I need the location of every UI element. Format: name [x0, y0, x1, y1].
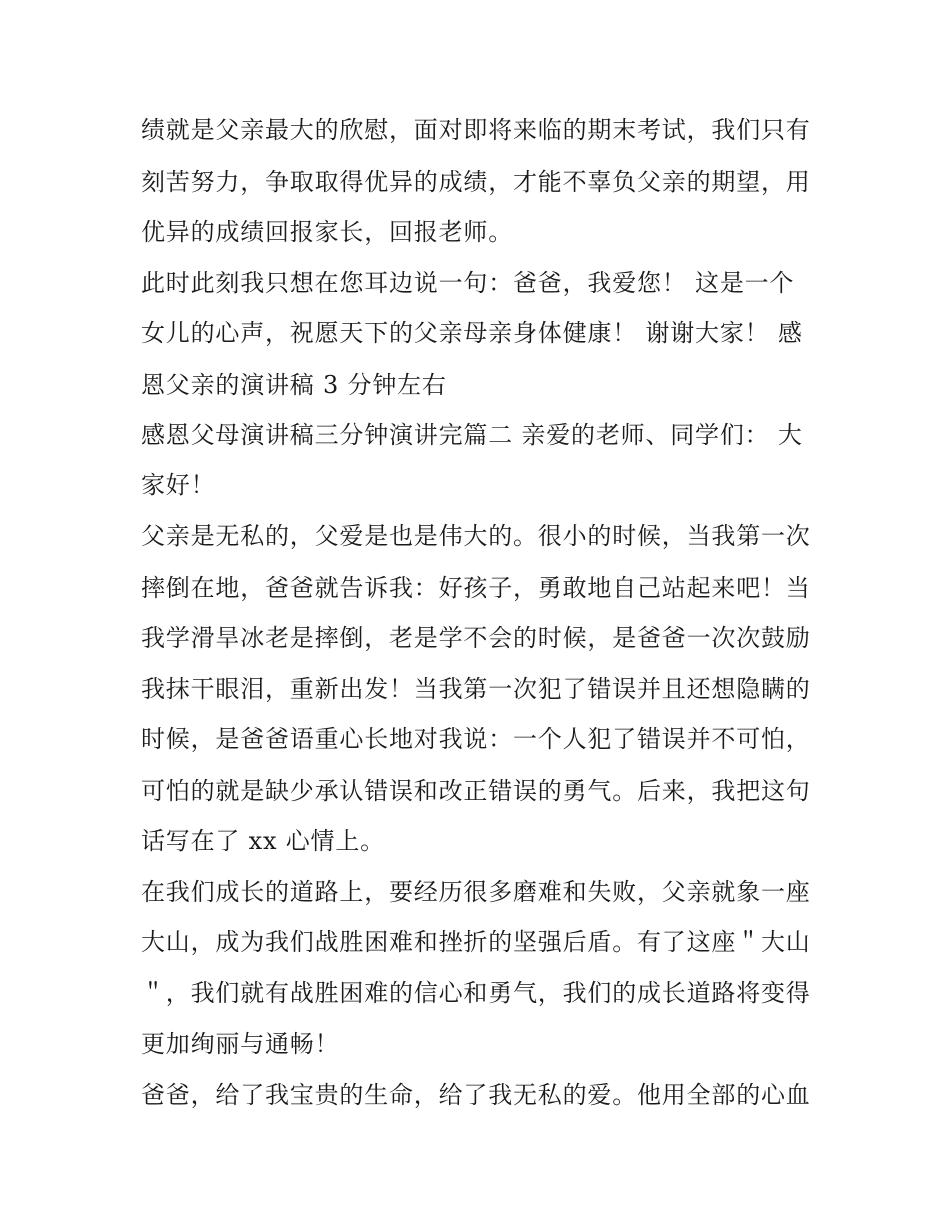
text-line: 刻苦努力，争取取得优异的成绩，才能不辜负父亲的期望，用	[141, 168, 811, 196]
text-line: 绩就是父亲最大的欣慰，面对即将来临的期末考试，我们只有	[141, 116, 811, 144]
text-line: 优异的成绩回报家长，回报老师。	[141, 218, 513, 246]
text-line: 此时此刻我只想在您耳边说一句：爸爸，我爱您！ 这是一个	[141, 269, 795, 297]
text-line: 我抹干眼泪，重新出发！当我第一次犯了错误并且还想隐瞒的	[141, 675, 811, 703]
text-line: 大山，成为我们战胜困难和挫折的坚强后盾。有了这座＂大山	[141, 928, 811, 956]
text-line: 父亲是无私的，父爱是也是伟大的。很小的时候，当我第一次	[141, 522, 811, 550]
text-line: 我学滑旱冰老是摔倒，老是学不会的时候，是爸爸一次次鼓励	[141, 624, 811, 652]
text-line: 话写在了 xx 心情上。	[141, 827, 385, 855]
text-line: 时候，是爸爸语重心长地对我说：一个人犯了错误并不可怕，	[141, 725, 811, 753]
text-line: 在我们成长的道路上，要经历很多磨难和失败，父亲就象一座	[141, 878, 811, 906]
text-line: ＂，我们就有战胜困难的信心和勇气，我们的成长道路将变得	[141, 979, 811, 1007]
text-line: 恩父亲的演讲稿 3 分钟左右	[141, 371, 447, 399]
text-line: 家好！	[141, 471, 216, 499]
text-line: 感恩父母演讲稿三分钟演讲完篇二 亲爱的老师、同学们： 大	[141, 421, 803, 449]
text-line: 更加绚丽与通畅！	[141, 1030, 340, 1058]
text-line: 可怕的就是缺少承认错误和改正错误的勇气。后来，我把这句	[141, 777, 811, 805]
text-line: 爸爸，给了我宝贵的生命，给了我无私的爱。他用全部的心血	[141, 1081, 811, 1109]
text-line: 女儿的心声，祝愿天下的父亲母亲身体健康！ 谢谢大家！ 感	[141, 319, 803, 347]
text-line: 摔倒在地，爸爸就告诉我：好孩子，勇敢地自己站起来吧！当	[141, 574, 811, 602]
